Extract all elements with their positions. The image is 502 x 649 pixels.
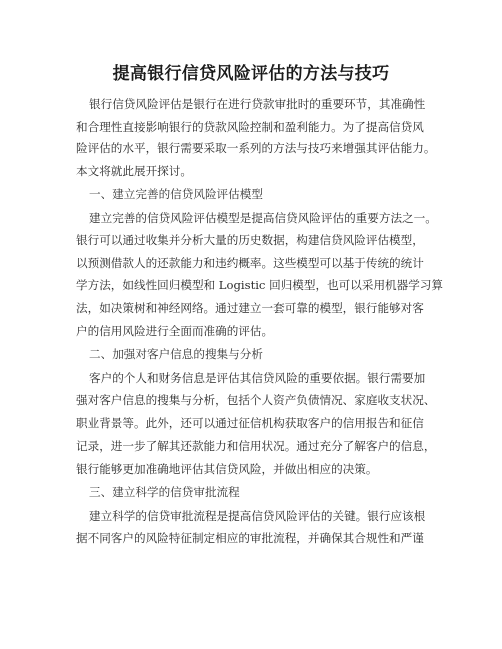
paragraph-line: 建立完善的信贷风险评估模型是提高信贷风险评估的重要方法之一。 [89, 211, 437, 225]
paragraph-line: 本文将就此展开探讨。 [76, 164, 192, 178]
paragraph-line: 强对客户信息的搜集与分析，包括个人资产负债情况、家庭收支状况、 [76, 393, 436, 407]
paragraph-line: 银行能够更加准确地评估其信贷风险，并做出相应的决策。 [76, 462, 378, 476]
section-heading: 一、建立完善的信贷风险评估模型 [89, 187, 263, 201]
paragraph-line: 据不同客户的风险特征制定相应的审批流程，并确保其合规性和严谨 [76, 531, 424, 545]
paragraph-line: 户的信用风险进行全面而准确的评估。 [76, 324, 274, 338]
paragraph-line: 以预测借款人的还款能力和违约概率。这些模型可以基于传统的统计 [76, 256, 424, 270]
paragraph-line: 客户的个人和财务信息是评估其信贷风险的重要依据。银行需要加 [89, 371, 426, 385]
section-heading: 二、加强对客户信息的搜集与分析 [89, 347, 263, 361]
paragraph-line: 建立科学的信贷审批流程是提高信贷风险评估的关键。银行应该根 [89, 509, 426, 523]
document-title: 提高银行信贷风险评估的方法与技巧 [112, 64, 390, 84]
paragraph-line: 职业背景等。此外，还可以通过征信机构获取客户的信用报告和征信 [76, 416, 424, 430]
paragraph-line: 银行可以通过收集并分析大量的历史数据，构建信贷风险评估模型， [76, 233, 424, 247]
paragraph-line: 和合理性直接影响银行的贷款风险控制和盈利能力。为了提高信贷风 [76, 120, 424, 134]
paragraph-line: 法，如决策树和神经网络。通过建立一套可靠的模型，银行能够对客 [76, 301, 424, 315]
paragraph-line: 记录，进一步了解其还款能力和信用状况。通过充分了解客户的信息， [76, 439, 436, 453]
section-heading: 三、建立科学的信贷审批流程 [89, 485, 240, 499]
paragraph-line: 学方法，如线性回归模型和 Logistic 回归模型，也可以采用机器学习算 [76, 278, 444, 292]
paragraph-line: 险评估的水平，银行需要采取一系列的方法与技巧来增强其评估能力。 [76, 141, 436, 155]
paragraph-line: 银行信贷风险评估是银行在进行贷款审批时的重要环节，其准确性 [89, 97, 426, 111]
